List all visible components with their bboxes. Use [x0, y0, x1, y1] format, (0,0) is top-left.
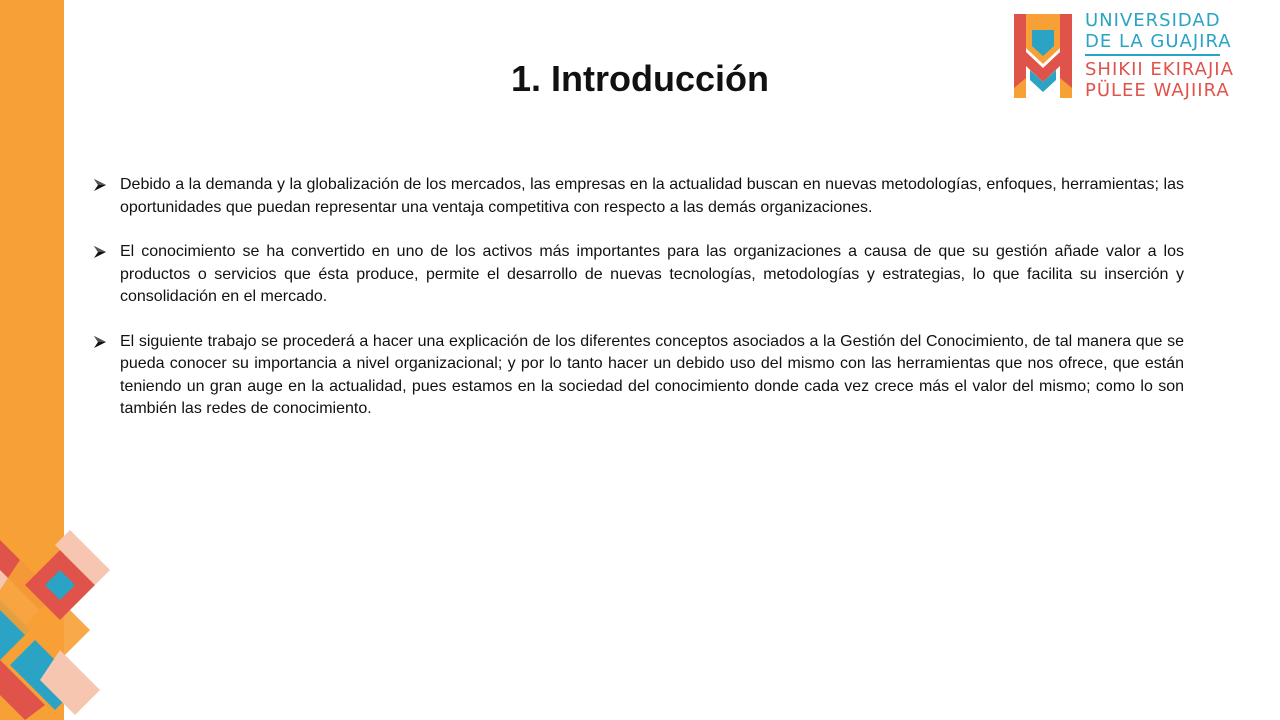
- university-emblem-icon: [1010, 8, 1076, 98]
- arrow-bullet-icon: [92, 244, 108, 260]
- woven-pattern-decoration: [0, 530, 110, 720]
- arrow-bullet-icon: [92, 334, 108, 350]
- university-logo: [1010, 8, 1250, 101]
- bullet-list: [92, 174, 1184, 443]
- bullet-text: El conocimiento se ha convertido en uno de los activos más importantes para las organizaciones a causa de que su gestión añade valor a los productos o servicios que ésta produce, permite el desarrollo de nuevas tecnologías, metodologías y estrategias, lo que facilita su inserción y consolidación en el mercado.: [120, 243, 1184, 305]
- university-name: [1085, 10, 1250, 101]
- bullet-item: [92, 174, 1184, 219]
- logo-line-3: SHIKII EKIRAJIA: [1085, 59, 1234, 80]
- logo-divider: [1085, 54, 1220, 56]
- logo-line-1: UNIVERSIDAD: [1085, 10, 1221, 31]
- bullet-text: El siguiente trabajo se procederá a hacer una explicación de los diferentes conceptos asociados a la Gestión del Conocimiento, de tal manera que se pueda conocer su importancia a nivel organizacional; y por lo tanto hacer un debido uso del mismo con las herramientas que nos ofrece, que están teniendo un gran auge en la actualidad, pues estamos en la sociedad del conocimiento donde cada vez crece más el valor del mismo; como lo son también las redes de conocimiento.: [120, 332, 1184, 417]
- bullet-item: [92, 241, 1184, 309]
- slide-title: 1. Introducción: [510, 58, 769, 99]
- logo-line-2: DE LA GUAJIRA: [1085, 31, 1232, 52]
- bullet-item: [92, 331, 1184, 421]
- arrow-bullet-icon: [92, 177, 108, 193]
- bullet-text: Debido a la demanda y la globalización de los mercados, las empresas en la actualidad buscan en nuevas metodologías, enfoques, herramientas; las oportunidades que puedan representar una ventaja competitiva con respecto a las demás organizaciones.: [120, 176, 1184, 216]
- logo-line-4: PÜLEE WAJIIRA: [1085, 80, 1230, 101]
